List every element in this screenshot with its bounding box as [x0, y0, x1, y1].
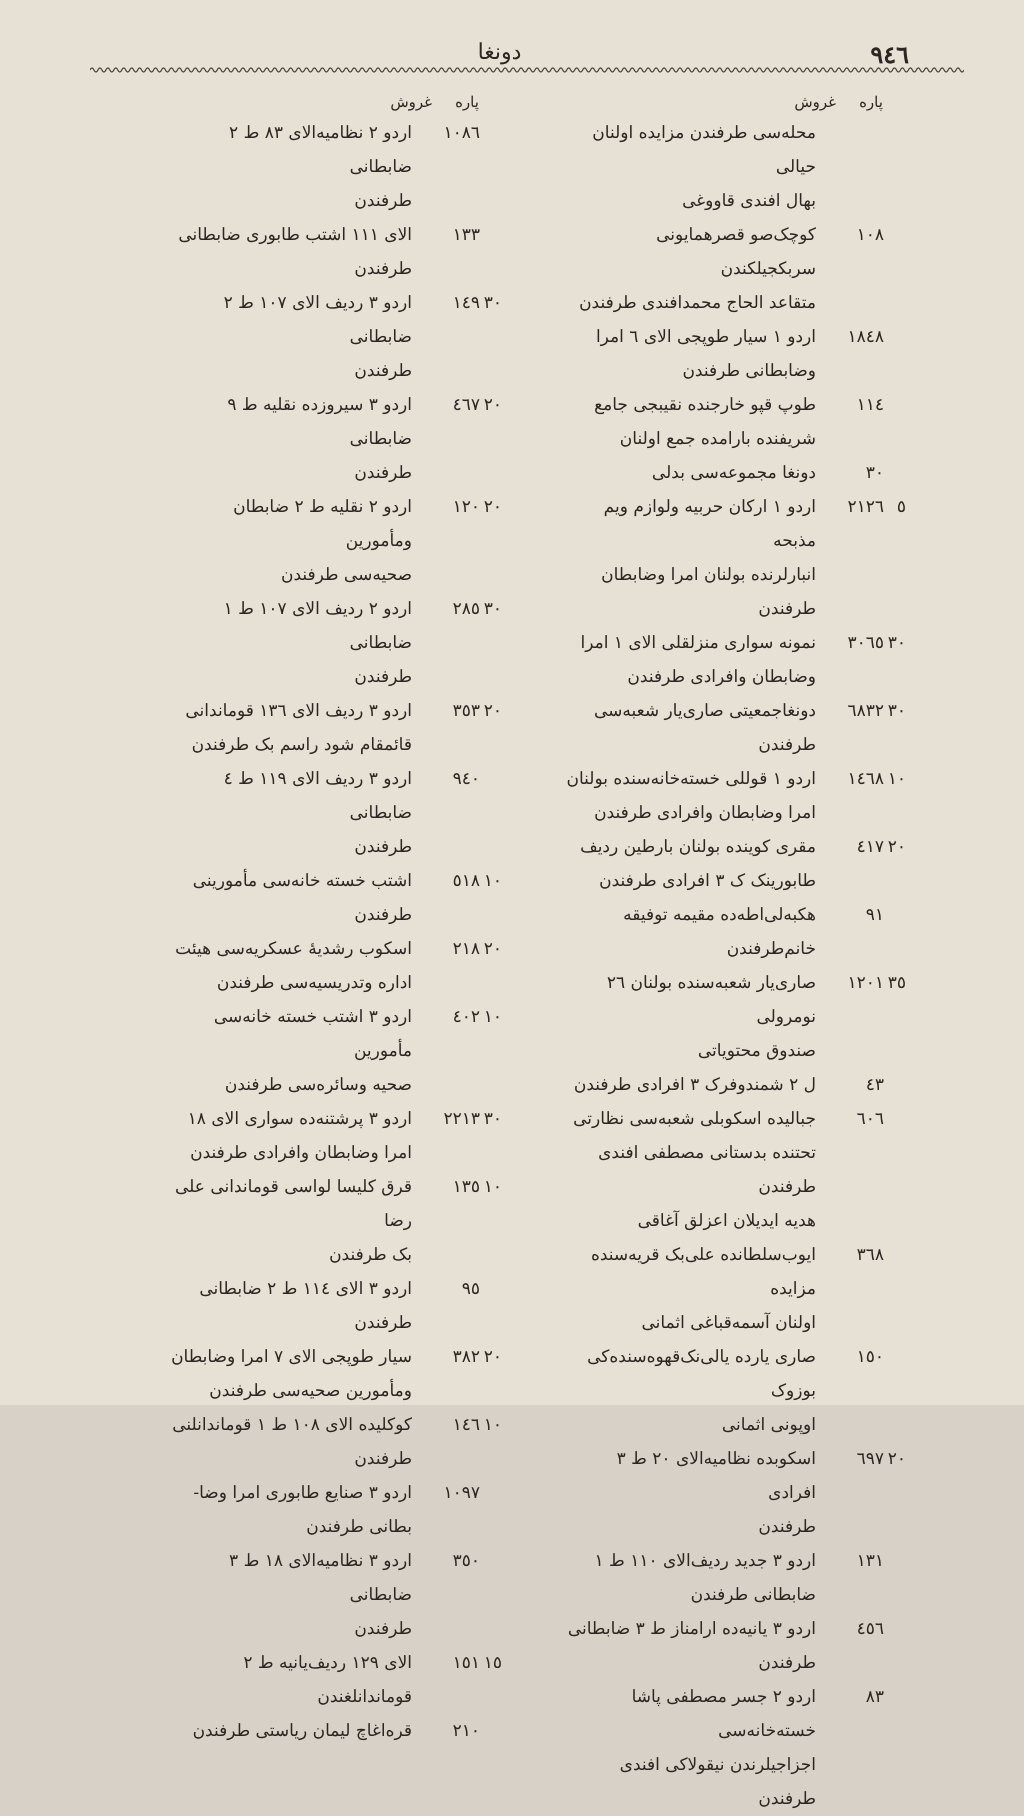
entry-description — [162, 388, 412, 490]
description-line: متقاعد الحاج محمدافندی طرفندن — [579, 293, 816, 313]
description-line: دونغا مجموعه‌سی بدلی — [651, 463, 816, 483]
entry-description — [162, 218, 412, 286]
entry-description — [566, 456, 816, 490]
ledger-entry — [162, 116, 502, 218]
para-heading: پاره — [455, 93, 479, 111]
description-line: قره‌اغاچ لیمان ریاستی طرفندن — [192, 1721, 412, 1741]
entry-description — [566, 1680, 816, 1816]
description-line: هدیه ایدیلان اعزلق آغاقی — [637, 1211, 816, 1231]
description-line: اجزاجیلرندن نیقولاکی افندی طرفندن — [619, 1755, 816, 1809]
ledger-entry — [162, 694, 502, 762]
entry-description — [162, 762, 412, 864]
entry-description — [162, 932, 412, 1000]
description-line: اردو ١ ارکان حربیه ولوازم ویم مذبحه — [603, 497, 816, 551]
description-line: هکبه‌لی‌اطه‌ده مقیمه توفیقه خانم‌طرفندن — [623, 905, 816, 959]
description-line: انبارلرنده بولنان امرا وضابطان طرفندن — [601, 565, 816, 619]
ledger-entry — [566, 490, 906, 626]
ghurush-heading: غروش — [390, 93, 432, 111]
description-line: دونغاجمعیتی صاری‌یار شعبه‌سی طرفندن — [593, 701, 816, 755]
description-line: صاری یارده یالی‌نک‌قهوه‌سنده‌کی بوزوک — [587, 1347, 816, 1401]
entry-description — [566, 1442, 816, 1544]
left-column — [162, 88, 502, 1748]
ledger-entry — [566, 830, 906, 898]
entry-ghurush: ٩٥ — [461, 1279, 480, 1299]
entry-para: ١٠ — [483, 1177, 502, 1197]
description-line: محله‌سی طرفندن مزایده اولنان حیالی — [592, 123, 816, 177]
entry-description — [566, 116, 816, 218]
description-line: اردو ٢ جسر مصطفی پاشا خسته‌خانه‌سی — [631, 1687, 816, 1741]
ledger-entry — [566, 1544, 906, 1612]
ledger-entry — [162, 762, 502, 864]
entry-ghurush: ١٤٩ — [452, 293, 480, 313]
ledger-entry — [162, 286, 502, 388]
ledger-entry — [566, 116, 906, 218]
description-line: اردو ٣ پرشتنه‌ده سواری الای ١٨ — [187, 1109, 412, 1129]
entry-para: ٣٠ — [887, 633, 906, 653]
description-line: اردو ٣ ردیف الای ١٣٦ قوماندانی — [185, 701, 412, 721]
entry-ghurush: ٢١٢٦ — [847, 497, 884, 517]
column-header — [162, 88, 502, 116]
description-line: صاری‌یار شعبه‌سنده بولنان ٢٦ نومرولی — [606, 973, 816, 1027]
ledger-entry — [162, 490, 502, 592]
entry-para: ١٠ — [887, 769, 906, 789]
entry-ghurush: ٣٠ — [865, 463, 884, 483]
entry-ghurush: ٦٠٦ — [856, 1109, 884, 1129]
entry-para: ٣٠ — [887, 701, 906, 721]
description-line: ایوب‌سلطانده علی‌بک قریه‌سنده مزایده — [590, 1245, 816, 1299]
ledger-entry — [566, 388, 906, 456]
entry-description — [162, 1102, 412, 1170]
description-line: ضابطانی طرفندن — [690, 1585, 816, 1605]
entry-ghurush: ٢١٨ — [452, 939, 480, 959]
description-line: جبالیده اسکوبلی شعبه‌سی نظارتی — [573, 1109, 816, 1129]
ledger-entry — [566, 1340, 906, 1442]
description-line: طابورینک ک ٣ افرادی طرفندن — [599, 871, 816, 891]
ledger-entry — [566, 1238, 906, 1340]
entry-para: ١٥ — [483, 1653, 502, 1673]
entry-ghurush: ٣٦٨ — [856, 1245, 884, 1265]
description-line: طوپ قپو خارجنده نقیبجی جامع — [594, 395, 816, 415]
entry-description — [162, 1476, 412, 1544]
description-line: بک طرفندن — [329, 1245, 412, 1265]
ledger-entry — [162, 218, 502, 286]
entry-description — [566, 762, 816, 830]
entry-para: ١٠ — [483, 1415, 502, 1435]
entry-ghurush: ٥١٨ — [452, 871, 480, 891]
description-line: اردو ١ قوللی خسته‌خانه‌سنده بولنان — [566, 769, 816, 789]
entry-ghurush: ١٣١ — [856, 1551, 884, 1571]
ledger-entry — [162, 1000, 502, 1102]
description-line: ومأمورین صحیه‌سی طرفندن — [209, 1381, 412, 1401]
entry-ghurush: ٤٥٦ — [856, 1619, 884, 1639]
description-line: وضابطانی طرفندن — [682, 361, 816, 381]
entry-ghurush: ٦٨٣٢ — [847, 701, 884, 721]
entry-para: ٢٠ — [483, 701, 502, 721]
entry-description — [162, 490, 412, 592]
description-line: طرفندن — [758, 1517, 816, 1537]
entry-description — [162, 1170, 412, 1272]
entry-ghurush: ١٢٠١ — [847, 973, 884, 993]
description-line: اردو ٣ اشتب خسته خانه‌سی مأمورین — [213, 1007, 412, 1061]
description-line: اردو ١ سیار طوپجی الای ٦ امرا — [595, 327, 816, 347]
ledger-entry — [162, 1102, 502, 1170]
entry-description — [162, 1544, 412, 1646]
column-header — [566, 88, 906, 116]
entry-description — [566, 1238, 816, 1340]
description-line: طرفندن — [354, 361, 412, 381]
ledger-entry — [162, 1272, 502, 1340]
entry-description — [566, 898, 816, 966]
entry-description — [566, 1340, 816, 1442]
description-line: طرفندن — [354, 463, 412, 483]
entry-para: ٥ — [896, 497, 906, 517]
description-line: اردو ٢ نقلیه ط ٢ ضابطان ومأمورین — [233, 497, 412, 551]
entry-description — [162, 286, 412, 388]
entry-ghurush: ٤١٧ — [856, 837, 884, 857]
description-line: سیار طوپجی الای ٧ امرا وضابطان — [171, 1347, 412, 1367]
entry-ghurush: ١٤٦٨ — [847, 769, 884, 789]
entry-description — [566, 320, 816, 388]
entry-ghurush: ١٥٠ — [856, 1347, 884, 1367]
entry-para: ٣٥ — [887, 973, 906, 993]
entry-description — [162, 1340, 412, 1408]
description-line: بهال افندی قاووغی — [682, 191, 816, 211]
right-column — [566, 88, 906, 1816]
entry-para: ٣٠ — [483, 293, 502, 313]
description-line: اردو ٣ یانیه‌ده ارامناز ط ٣ ضابطانی — [567, 1619, 816, 1639]
entry-ghurush: ١٥١ — [452, 1653, 480, 1673]
entry-description — [566, 1068, 816, 1102]
description-line: اردو ٢ ردیف الای ١٠٧ ط ١ ضابطانی — [223, 599, 412, 653]
ledger-entry — [162, 1714, 502, 1748]
ledger-entry — [162, 1408, 502, 1476]
entry-description — [162, 1272, 412, 1340]
entry-description — [566, 966, 816, 1068]
ledger-entry — [566, 626, 906, 694]
description-line: اردو ٣ جدید ردیف‌الای ١١٠ ط ١ — [594, 1551, 816, 1571]
description-line: اردو ٢ نظامیه‌الای ٨٣ ط ٢ ضابطانی — [229, 123, 412, 177]
left-entries — [162, 116, 502, 1748]
description-line: طرفندن — [354, 1313, 412, 1333]
description-line: اسکوبده نظامیه‌الای ٢٠ ط ٣ افرادی — [616, 1449, 816, 1503]
entry-ghurush: ٤٦٧ — [452, 395, 480, 415]
description-line: کوکلیده الای ١٠٨ ط ١ قوماندانلنی — [172, 1415, 412, 1435]
ledger-entry — [162, 1646, 502, 1714]
description-line: صحیه‌سی طرفندن — [280, 565, 412, 585]
entry-para: ٢٠ — [483, 497, 502, 517]
entry-ghurush: ٣٨٢ — [452, 1347, 480, 1367]
entry-description — [162, 864, 412, 932]
description-line: کوچک‌صو قصرهمایونی سربکجیلکندن — [656, 225, 816, 279]
entry-ghurush: ٢٢١٣ — [443, 1109, 480, 1129]
ledger-entry — [566, 218, 906, 320]
header-wavy-rule — [90, 66, 964, 74]
ledger-entry — [162, 864, 502, 932]
description-line: بطانی طرفندن — [306, 1517, 412, 1537]
ledger-entry — [162, 932, 502, 1000]
entry-para: ٢٠ — [887, 837, 906, 857]
entry-ghurush: ٤٣ — [865, 1075, 884, 1095]
entry-ghurush: ١٨٤٨ — [847, 327, 884, 347]
description-line: قرق کلیسا لواسی قوماندانی علی رضا — [174, 1177, 412, 1231]
entry-ghurush: ١٣٥ — [452, 1177, 480, 1197]
description-line: طرفندن — [354, 1449, 412, 1469]
entry-para: ٣٠ — [483, 599, 502, 619]
entry-description — [566, 490, 816, 626]
ledger-entry — [566, 1068, 906, 1102]
ledger-entry — [566, 1442, 906, 1544]
description-line: صندوق محتویاتی — [697, 1041, 816, 1061]
description-line: طرفندن — [354, 837, 412, 857]
entry-ghurush: ١٠٨٦ — [443, 123, 480, 143]
description-line: طرفندن — [354, 667, 412, 687]
ledger-entry — [566, 1612, 906, 1680]
entry-description — [566, 1544, 816, 1612]
entry-description — [162, 116, 412, 218]
entry-ghurush: ٣٥٠ — [452, 1551, 480, 1571]
entry-description — [566, 626, 816, 694]
entry-ghurush: ٤٠٢ — [452, 1007, 480, 1027]
entry-ghurush: ٨٣ — [865, 1687, 884, 1707]
description-line: طرفندن — [354, 1619, 412, 1639]
entry-ghurush: ٣٥٣ — [452, 701, 480, 721]
entry-description — [162, 1000, 412, 1102]
entry-ghurush: ٩١ — [865, 905, 884, 925]
entry-ghurush: ١٠٩٧ — [443, 1483, 480, 1503]
description-line: اردو ٣ ردیف الای ١١٩ ط ٤ ضابطانی — [223, 769, 412, 823]
entry-para: ٣٠ — [483, 1109, 502, 1129]
entry-description — [566, 218, 816, 320]
entry-ghurush: ٢٨٥ — [452, 599, 480, 619]
entry-description — [566, 1612, 816, 1680]
entry-para: ٢٠ — [483, 1347, 502, 1367]
ledger-entry — [566, 1680, 906, 1816]
right-entries — [566, 116, 906, 1816]
page-number: ٩٤٦ — [870, 40, 909, 69]
entry-para: ٢٠ — [483, 939, 502, 959]
entry-description — [162, 1408, 412, 1476]
entry-para: ٢٠ — [483, 395, 502, 415]
description-line: تحتنده بدستانی مصطفی افندی طرفندن — [598, 1143, 816, 1197]
description-line: اردو ٣ نظامیه‌الای ١٨ ط ٣ ضابطانی — [229, 1551, 412, 1605]
description-line: اردو ٣ الای ١١٤ ط ٢ ضابطانی — [199, 1279, 412, 1299]
entry-description — [566, 388, 816, 456]
description-line: صحیه وسائره‌سی طرفندن — [224, 1075, 412, 1095]
entry-ghurush: ١٠٨ — [856, 225, 884, 245]
entry-description — [162, 694, 412, 762]
description-line: ل ٢ شمندوفرک ٣ افرادی طرفندن — [573, 1075, 816, 1095]
ledger-entry — [566, 762, 906, 830]
entry-ghurush: ١٢٠ — [452, 497, 480, 517]
ledger-entry — [162, 1476, 502, 1544]
ledger-entry — [566, 898, 906, 966]
entry-description — [566, 694, 816, 762]
entry-para: ١٠ — [483, 871, 502, 891]
description-line: اوپونی اثمانی — [721, 1415, 816, 1435]
description-line: امرا وضابطان وافرادی طرفندن — [594, 803, 816, 823]
ledger-entry — [566, 320, 906, 388]
description-line: اسکوب رشدیهٔ عسکریه‌سی هیئت — [175, 939, 412, 959]
entry-ghurush: ٩٤٠ — [452, 769, 480, 789]
ghurush-heading: غروش — [794, 93, 836, 111]
description-line: قائمقام شود راسم بک طرفندن — [191, 735, 412, 755]
description-line: شریفنده بارامده جمع اولنان — [619, 429, 816, 449]
description-line: اردو ٣ سیروزده نقلیه ط ٩ ضابطانی — [227, 395, 412, 449]
description-line: اردو ٣ صنایع طابوری امرا وضا- — [193, 1483, 412, 1503]
entry-ghurush: ٣٠٦٥ — [847, 633, 884, 653]
description-line: اردو ٣ ردیف الای ١٠٧ ط ٢ ضابطانی — [223, 293, 412, 347]
description-line: الای ١٢٩ ردیف‌یانیه ط ٢ قوماندانلغندن — [243, 1653, 412, 1707]
ledger-entry — [162, 592, 502, 694]
ledger-entry — [566, 456, 906, 490]
ledger-entry — [566, 694, 906, 762]
entry-description — [162, 592, 412, 694]
ledger-entry — [162, 1340, 502, 1408]
para-heading: پاره — [859, 93, 883, 111]
description-line: طرفندن — [758, 1653, 816, 1673]
description-line: وضابطان وافرادی طرفندن — [627, 667, 816, 687]
description-line: مقری کوینده بولنان بارطین ردیف — [580, 837, 816, 857]
description-line: نمونه سواری منزلقلی الای ١ امرا — [580, 633, 816, 653]
entry-ghurush: ١٣٣ — [452, 225, 480, 245]
entry-para: ١٠ — [483, 1007, 502, 1027]
description-line: اشتب خسته خانه‌سی مأمورینی طرفندن — [192, 871, 412, 925]
description-line: طرفندن — [354, 259, 412, 279]
ledger-entry — [566, 966, 906, 1068]
ledger-entry — [566, 1102, 906, 1238]
entry-description — [566, 830, 816, 898]
description-line: اولنان آسمه‌قباغی اثمانی — [641, 1313, 816, 1333]
entry-ghurush: ١٤٦ — [452, 1415, 480, 1435]
running-title: دونغا — [477, 40, 522, 65]
entry-description — [162, 1646, 412, 1714]
entry-para: ٢٠ — [887, 1449, 906, 1469]
entry-ghurush: ٢١٠ — [452, 1721, 480, 1741]
entry-description — [162, 1714, 412, 1748]
ledger-entry — [162, 1170, 502, 1272]
description-line: اداره وتدریسیه‌سی طرفندن — [216, 973, 412, 993]
ledger-entry — [162, 1544, 502, 1646]
description-line: امرا وضابطان وافرادی طرفندن — [190, 1143, 412, 1163]
entry-ghurush: ١١٤ — [856, 395, 884, 415]
description-line: طرفندن — [354, 191, 412, 211]
ledger-entry — [162, 388, 502, 490]
entry-description — [566, 1102, 816, 1238]
entry-ghurush: ٦٩٧ — [856, 1449, 884, 1469]
page-header — [90, 28, 909, 68]
description-line: الای ١١١ اشتب طابوری ضابطانی — [178, 225, 412, 245]
